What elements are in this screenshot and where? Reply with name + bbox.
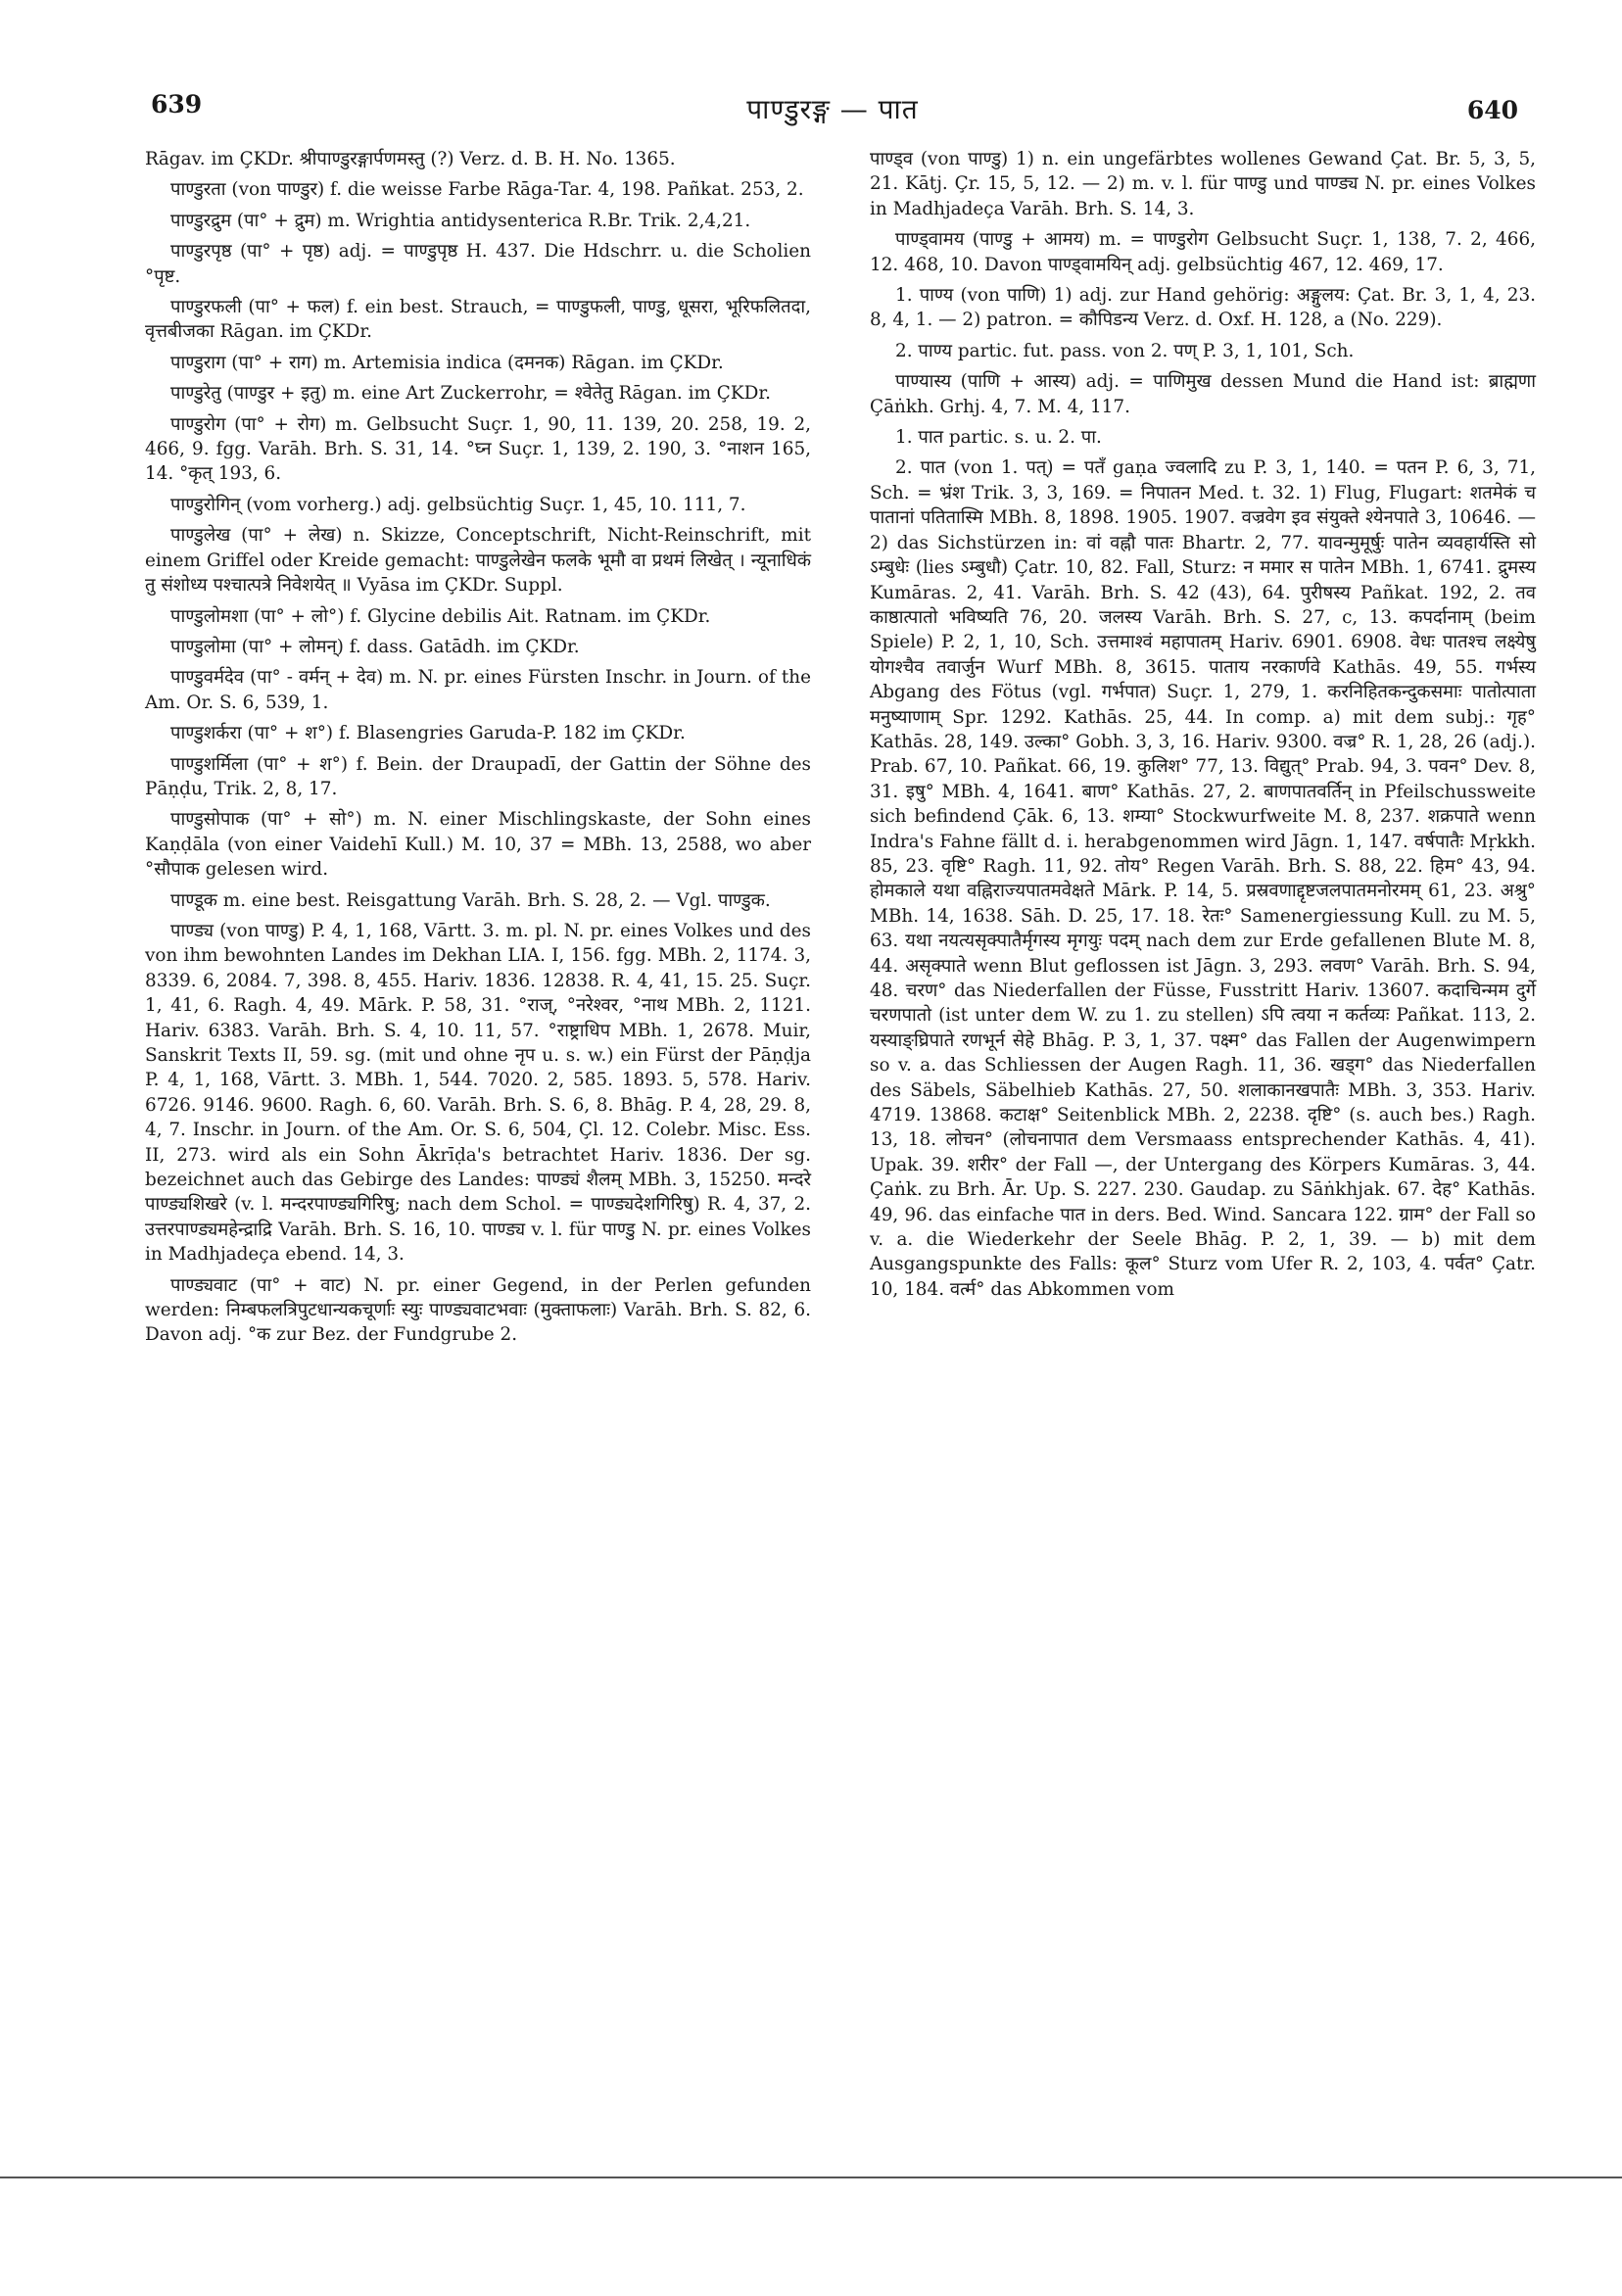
dictionary-entry: पाण्डुरोगिन् (vom vorherg.) adj. gelbsüchtig Suçr. 1, 45, 10. 111, 7. xyxy=(170,494,746,515)
running-title: पाण्डुरङ्ग — पात xyxy=(746,93,919,125)
dictionary-entry: पाण्डुरफली (पा° + फल) f. ein best. Strauch, = पाण्डुफली, पाण्डु, धूसरा, भूरिफलितदा, वृत्तबीजका Rāgan. im ÇKDr. xyxy=(145,297,811,343)
right-column xyxy=(870,147,1536,1308)
dictionary-entry: पाण्ड्व (von पाण्डु) 1) n. ein ungefärbtes wollenes Gewand Çat. Br. 5, 3, 5, 21. Kātj. Çr. 15, 5, 12. — 2) m. v. l. für पाण्डु und पाण्ड्य N. pr. eines Volkes in Madhjadeça Varāh. Brh. S. 14, 3. xyxy=(870,149,1536,219)
dictionary-entry: पाण्डूक m. eine best. Reisgattung Varāh. Brh. S. 28, 2. — Vgl. पाण्डुक. xyxy=(170,889,771,911)
dictionary-entry: पाण्डुरेतु (पाण्डुर + इतु) m. eine Art Zuckerrohr, = श्वेतेतु Rāgan. im ÇKDr. xyxy=(170,383,771,405)
dictionary-entry: पाण्डुसोपाक (पा° + सो°) m. N. einer Mischlingskaste, der Sohn eines Kaṇḍāla (von einer Vaidehī Kull.) M. 10, 37 = MBh. 13, 2588, wo aber °सौपाक gelesen wird. xyxy=(145,809,811,881)
page-number-left: 639 xyxy=(151,90,203,119)
dictionary-entry: 2. पाण्य partic. fut. pass. von 2. पण् P. 3, 1, 101, Sch. xyxy=(895,340,1355,361)
dictionary-entry: 2. पात (von 1. पत्) = पतँ gaṇa ज्वलादि zu P. 3, 1, 140. = पतन P. 6, 3, 71, Sch. = भ्रंश Trik. 3, 3, 169. = निपातन Med. t. 32. 1) Flug, Flugart: शतमेकं च पातानां पतितास्मि MBh. 8, 1898. 1905. 1907. वज्रवेग इव संयुक्ते श्येनपाते 3, 10646. — 2) das Sichstürzen in: वां वह्नौ पातः Bhartr. 2, 77. यावन्मुमूर्षुः पातेन व्यवहार्यस्ति सो ऽम्बुधेः (lies ऽम्बुधौ) Çatr. 10, 82. Fall, Sturz: न ममार स पातेन MBh. 1, 6741. द्रुमस्य Kumāras. 2, 41. Varāh. Brh. S. 42 (43), 64. पुरीषस्य Pañkat. 192, 2. तव काष्ठात्पातो भविष्यति 76, 20. जलस्य Varāh. Brh. S. 27, c, 13. कपर्दानाम् (beim Spiele) P. 2, 1, 10, Sch. उत्तमाश्वं महापातम् Hariv. 6901. 6908. वेधः पातश्च लक्ष्येषु योगश्चैव तवार्जुन Wurf MBh. 8, 3615. पाताय नरकार्णवे Kathās. 49, 55. गर्भस्य Abgang des Fötus (vgl. गर्भपात) Suçr. 1, 279, 1. करनिहितकन्दुकसमाः पातोत्पाता मनुष्याणाम् Spr. 1292. Kathās. 25, 44. In comp. a) mit dem subj.: गृह° Kathās. 28, 149. उल्का° Gobh. 3, 3, 16. Hariv. 9300. वज्र° R. 1, 28, 26 (adj.). Prab. 67, 10. Pañkat. 66, 19. कुलिश° 77, 13. विद्युत्° Prab. 94, 3. पवन° Dev. 8, 31. इषु° MBh. 4, 1641. बाण° Kathās. 27, 2. बाणपातवर्तिन् in Pfeilschussweite sich befindend Çāk. 6, 13. शम्या° Stockwurfweite M. 8, 237. शक्रपाते wenn Indra's Fahne fällt d. i. herabgenommen wird Jāgn. 1, 147. वर्षपातैः Mṛkkh. 85, 23. वृष्टि° Ragh. 11, 92. तोय° Regen Varāh. Brh. S. 88, 22. हिम° 43, 94. होमकाले यथा वह्निराज्यपातमवेक्षते Mārk. P. 14, 5. प्रस्रवणाद्दृष्टजलपातमनोरमम् 61, 23. अश्रु° MBh. 14, 1638. Sāh. D. 25, 17. 18. रेतः° Samenergiessung Kull. zu M. 5, 63. यथा नयत्यसृक्पातैर्मृगस्य मृगयुः पदम् nach dem zur Erde gefallenen Blute M. 8, 44. असृक्पाते wenn Blut geflossen ist Jāgn. 3, 293. लवण° Varāh. Brh. S. 94, 48. चरण° das Niederfallen der Füsse, Fusstritt Hariv. 13607. कदाचिन्मम दुर्गे चरणपातो (ist unter dem W. zu 1. zu stellen) ऽपि त्वया न कर्तव्यः Pañkat. 113, 2. यस्याङ्घ्रिपाते रणभूर्न सेहे Bhāg. P. 3, 1, 37. पक्ष्म° das Fallen der Augenwimpern so v. a. das Schliessen der Augen Ragh. 11, 36. खड्ग° das Niederfallen des Säbels, Säbelhieb Kathās. 27, 50. शलाकानखपातैः MBh. 3, 353. Hariv. 4719. 13868. कटाक्ष° Seitenblick MBh. 2, 2238. दृष्टि° (s. auch bes.) Ragh. 13, 18. लोचन° (लोचनापात dem Versmaass entsprechender Kathās. 4, 41). Upak. 39. शरीर° der Fall —, der Untergang des Körpers Kumāras. 3, 44. Çaṅk. zu Brh. Ār. Up. S. 227. 230. Gaudap. zu Sāṅkhjak. 67. देह° Kathās. 49, 96. das einfache पात in ders. Bed. Wind. Sancara 122. ग्राम° der Fall so v. a. die Wiederkehr der Seele Bhāg. P. 2, 1, 39. — b) mit dem Ausgangspunkte des Falls: कूल° Sturz vom Ufer R. 2, 103, 4. पर्वत° Çatr. 10, 184. वर्त्म° das Abkommen vom xyxy=(870,457,1536,1300)
dictionary-entry: पाण्डुवर्मदेव (पा° - वर्मन् + देव) m. N. pr. eines Fürsten Inschr. in Journ. of the Am. Or. S. 6, 539, 1. xyxy=(145,667,811,713)
dictionary-entry: पाण्डुशर्मिला (पा° + श°) f. Bein. der Draupadī, der Gattin der Söhne des Pāṇḍu, Trik. 2, 8, 17. xyxy=(145,753,811,799)
footer-divider xyxy=(0,2176,1622,2178)
dictionary-entry: पाण्डुरद्रुम (पा° + द्रुम) m. Wrightia antidysenterica R.Br. Trik. 2,4,21. xyxy=(170,210,751,231)
dictionary-entry: पाण्डुशर्करा (पा° + श°) f. Blasengries Garuda-P. 182 im ÇKDr. xyxy=(170,723,686,744)
page-number-right: 640 xyxy=(1466,96,1518,124)
dictionary-entry: पाण्ड्यवाट (पा° + वाट) N. pr. einer Gegend, in der Perlen gefunden werden: निम्बफलत्रिपुटधान्यकचूर्णाः स्युः पाण्ड्यवाटभवाः (मुक्ताफलाः) Varāh. Brh. S. 82, 6. Davon adj. °क zur Bez. der Fundgrube 2. xyxy=(145,1274,811,1346)
dictionary-entry: 1. पात partic. s. u. 2. पा. xyxy=(895,427,1102,449)
dictionary-entry: पाण्ड्य (von पाण्डु) P. 4, 1, 168, Vārtt. 3. m. pl. N. pr. eines Volkes und des von ihm bewohnten Landes im Dekhan LIA. I, 156. fgg. MBh. 2, 1174. 3, 8339. 6, 2084. 7, 398. 8, 455. Hariv. 1836. 12838. R. 4, 41, 15. 25. Suçr. 1, 41, 6. Ragh. 4, 49. Mārk. P. 58, 31. °राज्, °नरेश्वर, °नाथ MBh. 2, 1121. Hariv. 6383. Varāh. Brh. S. 4, 10. 11, 57. °राष्ट्राधिप MBh. 1, 2678. Muir, Sanskrit Texts II, 59. sg. (mit und ohne नृप u. s. w.) ein Fürst der Pāṇḍja P. 4, 1, 168, Vārtt. 3. MBh. 1, 544. 7020. 2, 585. 1893. 5, 578. Hariv. 6726. 9146. 9600. Ragh. 6, 60. Varāh. Brh. S. 6, 8. Bhāg. P. 4, 28, 29. 8, 4, 7. Inschr. in Journ. of the Am. Or. S. 6, 504, Çl. 12. Colebr. Misc. Ess. II, 273. wird als ein Sohn Ākrīḍa's betrachtet Hariv. 1836. Der sg. bezeichnet auch das Gebirge des Landes: पाण्ड्यं शैलम् MBh. 3, 15250. मन्दरे पाण्ड्यशिखरे (v. l. मन्दरपाण्ड्यगिरिषु; nach dem Schol. = पाण्ड्यदेशगिरिषु) R. 4, 37, 2. उत्तरपाण्ड्यमहेन्द्राद्रि Varāh. Brh. S. 16, 10. पाण्ड्य v. l. für पाण्डु N. pr. eines Volkes in Madhjadeça ebend. 14, 3. xyxy=(145,920,811,1266)
dictionary-entry: पाण्डुरपृष्ठ (पा° + पृष्ठ) adj. = पाण्डुपृष्ठ H. 437. Die Hdschrr. u. die Scholien °पृष्ट. xyxy=(145,241,811,287)
page-header xyxy=(147,90,1518,129)
dictionary-entry: पाण्डुरता (von पाण्डुर) f. die weisse Farbe Rāga-Tar. 4, 198. Pañkat. 253, 2. xyxy=(170,179,804,201)
left-column xyxy=(145,147,811,1354)
dictionary-entry: पाण्डुलेख (पा° + लेख) n. Skizze, Conceptschrift, Nicht-Reinschrift, mit einem Griffel oder Kreide gemacht: पाण्डुलेखेन फलके भूमौ वा प्रथमं लिखेत् । न्यूनाधिकं तु संशोध्य पश्चात्पत्रे निवेशयेत् ॥ Vyāsa im ÇKDr. Suppl. xyxy=(145,525,811,597)
dictionary-entry: 1. पाण्य (von पाणि) 1) adj. zur Hand gehörig: अङ्गुलय: Çat. Br. 3, 1, 4, 23. 8, 4, 1. — 2) patron. = कौपिडन्य Verz. d. Oxf. H. 128, a (No. 229). xyxy=(870,285,1536,331)
dictionary-entry: पाण्डुरोग (पा° + रोग) m. Gelbsucht Suçr. 1, 90, 11. 139, 20. 258, 19. 2, 466, 9. fgg. Varāh. Brh. S. 31, 14. °घ्न Suçr. 1, 139, 2. 190, 3. °नाशन 165, 14. °कृत् 193, 6. xyxy=(145,413,811,485)
dictionary-entry: पाण्डुलोमा (पा° + लोमन्) f. dass. Gatādh. im ÇKDr. xyxy=(170,636,580,657)
dictionary-entry: पाण्डुलोमशा (पा° + लो°) f. Glycine debilis Ait. Ratnam. im ÇKDr. xyxy=(170,605,711,627)
dictionary-entry: Rāgav. im ÇKDr. श्रीपाण्डुरङ्गार्पणमस्तु (?) Verz. d. B. H. No. 1365. xyxy=(145,149,676,169)
dictionary-entry: पाण्ड्वामय (पाण्डु + आमय) m. = पाण्डुरोग Gelbsucht Suçr. 1, 138, 7. 2, 466, 12. 468, 10. Davon पाण्ड्वामयिन् adj. gelbsüchtig 467, 12. 469, 17. xyxy=(870,229,1536,275)
dictionary-entry: पाण्डुराग (पा° + राग) m. Artemisia indica (दमनक) Rāgan. im ÇKDr. xyxy=(170,352,724,373)
dictionary-entry: पाण्यास्य (पाणि + आस्य) adj. = पाणिमुख dessen Mund die Hand ist: ब्राह्मणा Çāṅkh. Grhj. 4, 7. M. 4, 117. xyxy=(870,371,1536,417)
